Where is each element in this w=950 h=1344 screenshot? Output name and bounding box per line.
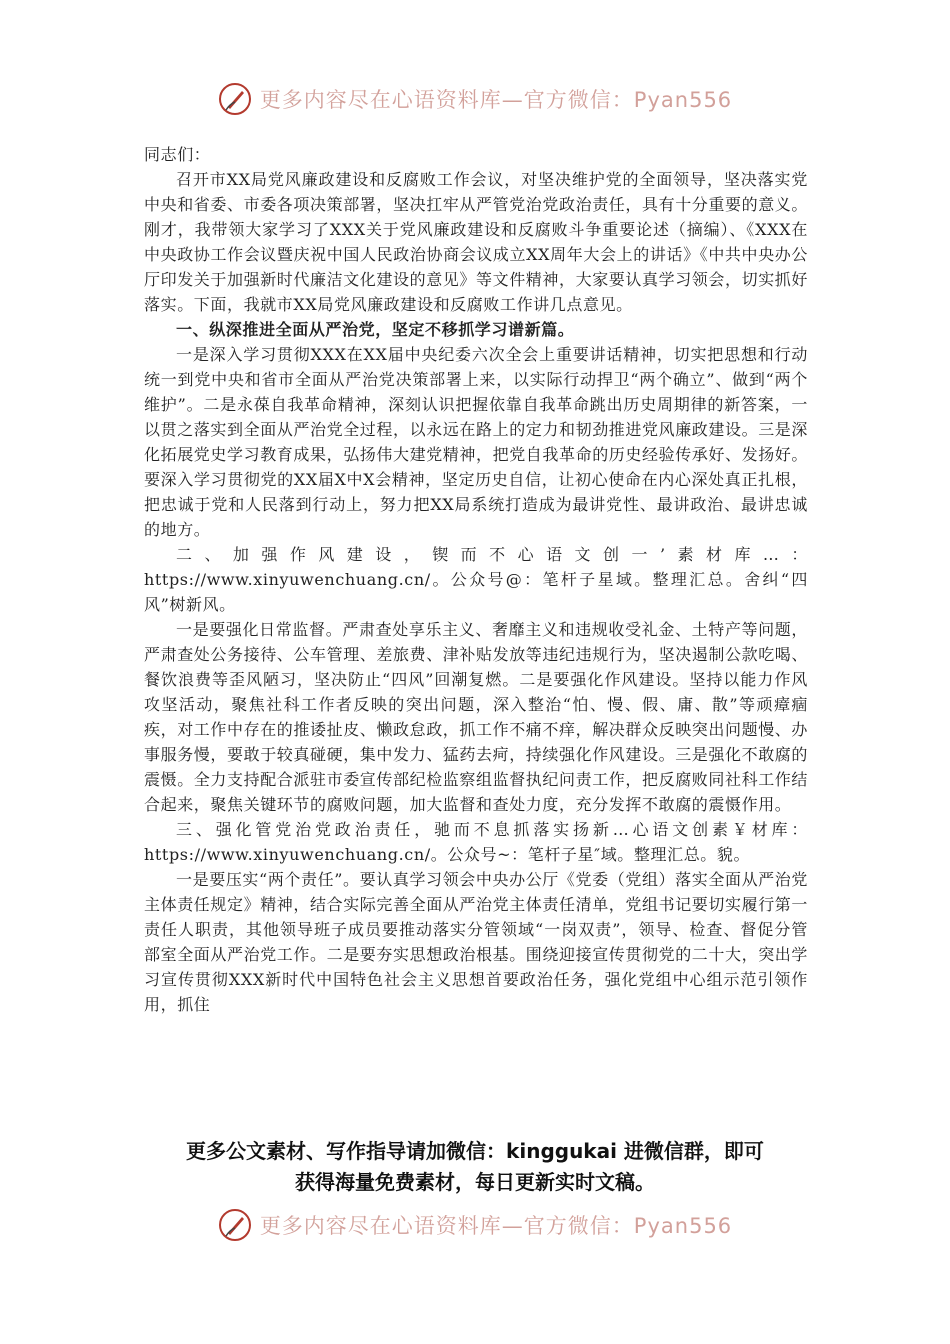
promo-line-1: 更多公文素材、写作指导请加微信：kinggukai 进微信群，即可 (186, 1139, 764, 1163)
paragraph-intro: 召开市XX局党风廉政建设和反腐败工作会议，对坚决维护党的全面领导，坚决落实党中央和省委、市委各项决策部署，坚决扛牢从严管党治党政治责任，具有十分重要的意义。刚才，我带领大家学习了XXX关于党风廉政建设和反腐败斗争重要论述（摘编）、《XXX在中央政协工作会议暨庆祝中国人民政治协商会议成立XX周年大会上的讲话》《中共中央办公厅印发关于加强新时代廉洁文化建设的意见》等文件精神，大家要认真学习领会，切实抓好落实。下面，我就市XX局党风廉政建设和反腐败工作讲几点意见。 (144, 170, 809, 314)
header-banner (0, 82, 950, 116)
section-heading-3: 三、强化管党治党政治责任，驰而不息抓落实扬新…心语文创素￥材库：https://www.xinyuwenchuang.cn/。公众号~：笔杆子星″域。整理汇总。貌。 (144, 820, 808, 864)
paragraph-section-2: 一是要强化日常监督。严肃查处享乐主义、奢靡主义和违规收受礼金、土特产等问题，严肃查处公务接待、公车管理、差旅费、津补贴发放等违纪违规行为，坚决遏制公款吃喝、餐饮浪费等歪风陋习，坚决防止“四风”回潮复燃。二是要强化作风建设。坚持以能力作风攻坚活动，聚焦社科工作者反映的突出问题，深入整治“怕、慢、假、庸、散”等顽瘴痼疾，对工作中存在的推诿扯皮、懒政怠政，抓工作不痛不痒，解决群众反映突出问题慢、办事服务慢，要敢于较真碰硬，集中发力、猛药去疴，持续强化作风建设。三是强化不敢腐的震慑。全力支持配合派驻市委宣传部纪检监察组监督执纪问责工作，把反腐败同社科工作结合起来，聚焦关键环节的腐败问题，加大监督和查处力度，充分发挥不敢腐的震慑作用。 (144, 620, 809, 814)
quill-logo-icon (218, 82, 252, 116)
section-heading-1: 一、纵深推进全面从严治党，坚定不移抓学习谱新篇。 (176, 320, 575, 339)
paragraph-section-1: 一是深入学习贯彻XXX在XX届中央纪委六次全会上重要讲话精神，切实把思想和行动统一到党中央和省市全面从严治党决策部署上来，以实际行动捍卫“两个确立”、做到“两个维护”。二是永葆自我革命精神，深刻认识把握依靠自我革命跳出历史周期律的新答案，一以贯之落实到全面从严治党全过程，以永远在路上的定力和韧劲推进党风廉政建设。三是深化拓展党史学习教育成果，弘扬伟大建党精神，把党自我革命的历史经验传承好、发扬好。要深入学习贯彻党的XX届X中X会精神，坚定历史自信，让初心使命在内心深处真正扎根，把忠诚于党和人民落到行动上，努力把XX局系统打造成为最讲党性、最讲政治、最讲忠诚的地方。 (144, 345, 809, 539)
promo-notice (120, 1136, 830, 1198)
promo-line-2: 获得海量免费素材，每日更新实时文稿。 (295, 1170, 655, 1194)
header-banner-text: 更多内容尽在心语资料库—官方微信：Pyan556 (259, 88, 733, 112)
paragraph-section-3: 一是要压实“两个责任”。要认真学习领会中央办公厅《党委（党组）落实全面从严治党主体责任规定》精神，结合实际完善全面从严治党主体责任清单，党组书记要切实履行第一责任人职责，其他领导班子成员要推动落实分管领域“一岗双责”，领导、检查、督促分管部室全面从严治党工作。二是要夯实思想政治根基。围绕迎接宣传贯彻党的二十大，突出学习宣传贯彻XXX新时代中国特色社会主义思想首要政治任务，强化党组中心组示范引领作用，抓住 (144, 870, 809, 1014)
footer-banner-text: 更多内容尽在心语资料库—官方微信：Pyan556 (259, 1214, 733, 1238)
salutation: 同志们： (144, 145, 211, 164)
section-heading-2: 二、加强作风建设，锲而不心语文创一’素材库…：https://www.xinyuwenchuang.cn/。公众号@：笔杆子星域。整理汇总。舍纠“四风”树新风。 (144, 545, 808, 614)
quill-logo-icon (218, 1208, 252, 1242)
document-body (144, 142, 808, 1017)
footer-banner (0, 1208, 950, 1242)
